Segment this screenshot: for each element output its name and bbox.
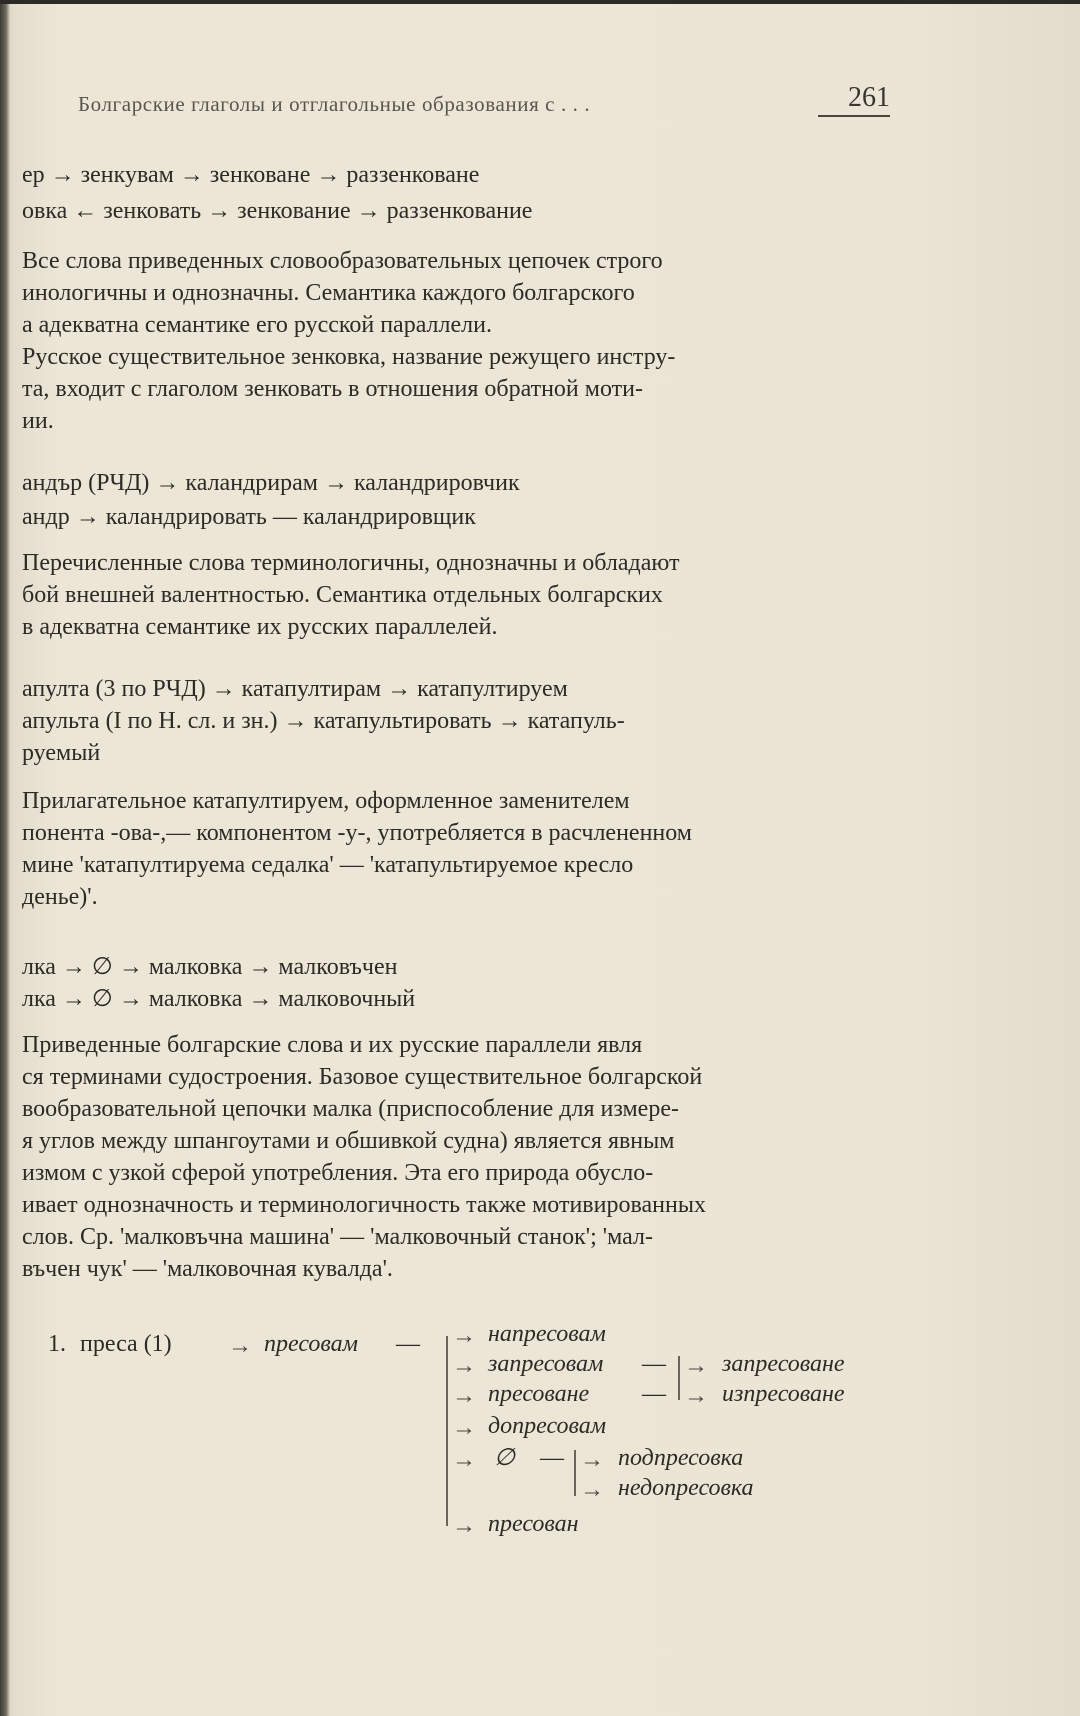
diagram-subbranch: запресоване xyxy=(722,1351,845,1377)
page-gutter xyxy=(0,0,10,1716)
arrow-icon: → xyxy=(452,1513,476,1539)
body-line: Все слова приведенных словообразовательных цепочек строго xyxy=(22,248,663,274)
body-line: ер → зенкувам → зенковане → раззенковане xyxy=(22,162,480,188)
diagram-dash: — xyxy=(642,1351,666,1377)
diagram-subbranch: недопресовка xyxy=(618,1475,754,1501)
page-header xyxy=(78,82,890,122)
diagram-branch: пресован xyxy=(488,1511,579,1537)
body-line: Прилагательное катапултируем, оформленное заменителем xyxy=(22,788,630,814)
body-line: лка → ∅ → малковка → малковочный xyxy=(22,986,416,1012)
body-line: овка ← зенковать → зенкование → раззенкование xyxy=(22,198,533,224)
diagram-branch: допресовам xyxy=(488,1413,607,1439)
null-symbol: ∅ xyxy=(494,1445,515,1471)
body-line: Приведенные болгарские слова и их русские параллели явля xyxy=(22,1032,643,1058)
body-line: Перечисленные слова терминологичны, однозначны и обладают xyxy=(22,550,680,576)
top-edge xyxy=(0,0,1080,4)
body-line: мине 'катапултируема седалка' — 'катапультируемое кресло xyxy=(22,852,634,878)
diagram-dash: — xyxy=(396,1331,420,1357)
running-title: Болгарские глаголы и отглагольные образования с . . . xyxy=(78,92,591,116)
body-line: слов. Ср. 'малковъчна машина' — 'малковочный станок'; 'мал- xyxy=(22,1224,653,1250)
arrow-icon: → xyxy=(580,1477,604,1503)
body-line: денье)'. xyxy=(22,884,98,910)
arrow-icon: → xyxy=(452,1353,476,1379)
body-line: ивает однозначность и терминологичность также мотивированных xyxy=(22,1192,706,1218)
diagram-branch: пресоване xyxy=(488,1381,590,1407)
body-line: я углов между шпангоутами и обшивкой судна) является явным xyxy=(22,1128,675,1154)
body-line: измом с узкой сферой употребления. Эта его природа обусло- xyxy=(22,1160,654,1186)
body-line: андр → каландрировать — каландрировщик xyxy=(22,504,476,530)
arrow-icon: → xyxy=(684,1383,708,1409)
diagram-root-number: 1. xyxy=(48,1331,66,1357)
body-line: ся терминами судостроения. Базовое существительное болгарской xyxy=(22,1064,703,1090)
diagram-dash: — xyxy=(642,1381,666,1407)
diagram-subbranch: изпресоване xyxy=(722,1381,845,1407)
body-line: руемый xyxy=(22,740,101,766)
body-line: Русское существительное зенковка, название режущего инстру- xyxy=(22,344,676,370)
body-line: понента -ова-,— компонентом -у-, употребляется в расчлененном xyxy=(22,820,692,846)
body-line: лка → ∅ → малковка → малковъчен xyxy=(22,954,398,980)
body-line: бой внешней валентностью. Семантика отдельных болгарских xyxy=(22,582,663,608)
arrow-icon: → xyxy=(452,1447,476,1473)
page-number: 261 xyxy=(848,82,890,113)
body-line: апульта (I по Н. сл. и зн.) → катапультировать → катапуль- xyxy=(22,708,625,734)
diagram-dash: — xyxy=(540,1445,564,1471)
body-line: андър (РЧД) → каландрирам → каландрировчик xyxy=(22,470,520,496)
body-line: инологичны и однозначны. Семантика каждого болгарского xyxy=(22,280,635,306)
arrow-icon: → xyxy=(684,1353,708,1379)
body-line: та, входит с глаголом зенковать в отношения обратной моти- xyxy=(22,376,643,402)
header-rule xyxy=(818,115,890,117)
body-line: апулта (3 по РЧД) → катапултирам → катапултируем xyxy=(22,676,568,702)
arrow-icon: → xyxy=(580,1447,604,1473)
diagram-branch: запресовам xyxy=(488,1351,604,1377)
diagram-subbranch: подпресовка xyxy=(618,1445,744,1471)
diagram-branch: напресовам xyxy=(488,1321,606,1347)
diagram-root: преса (1) xyxy=(80,1331,172,1357)
arrow-icon: → xyxy=(452,1383,476,1409)
arrow-icon: → xyxy=(228,1333,252,1359)
arrow-icon: → xyxy=(452,1323,476,1349)
arrow-icon: → xyxy=(452,1415,476,1441)
diagram-level1: пресовам xyxy=(264,1331,358,1357)
body-line: ии. xyxy=(22,408,54,434)
body-line: а адекватна семантике его русской параллели. xyxy=(22,312,492,338)
body-line: въчен чук' — 'малковочная кувалда'. xyxy=(22,1256,393,1282)
body-line: в адекватна семантике их русских параллелей. xyxy=(22,614,498,640)
body-line: вообразовательной цепочки малка (приспособление для измере- xyxy=(22,1096,679,1122)
